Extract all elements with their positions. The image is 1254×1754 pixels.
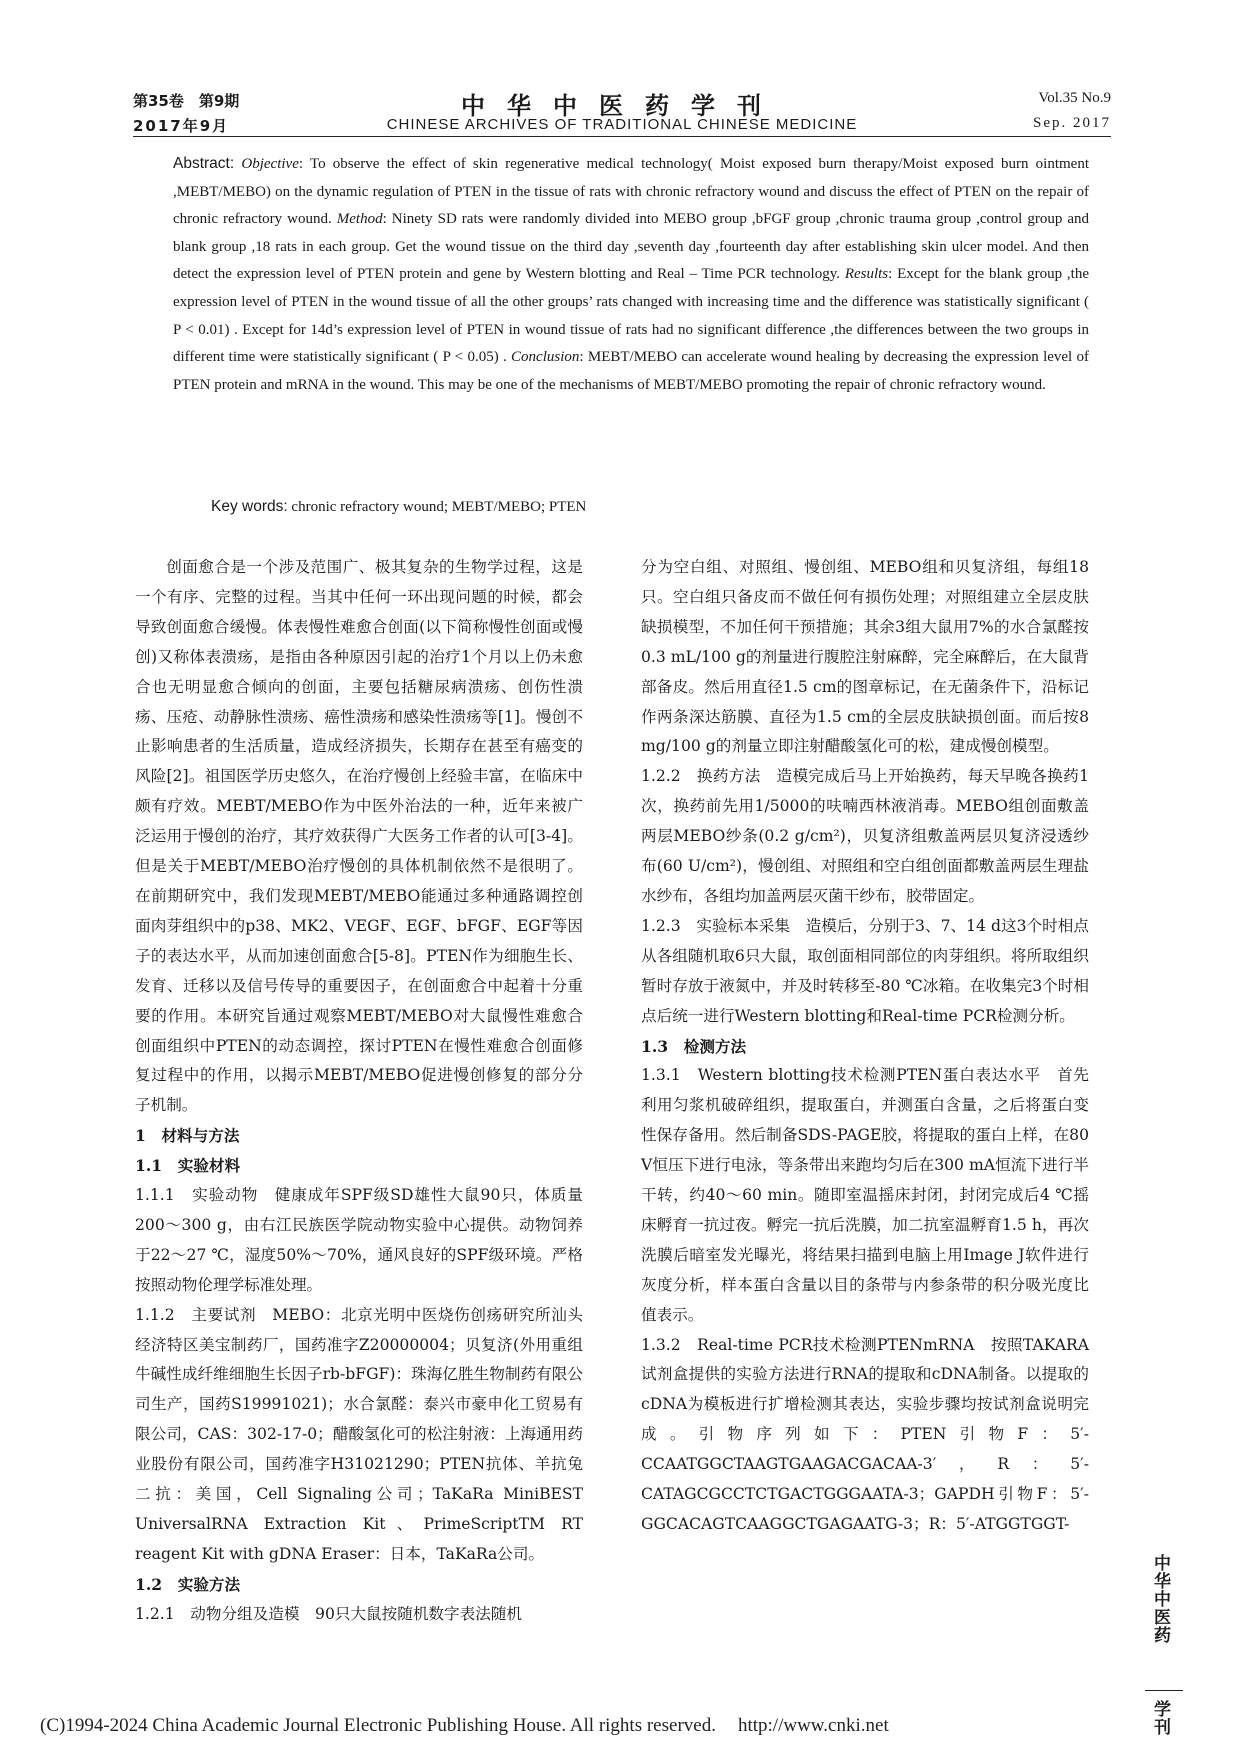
abstract — [173, 150, 1089, 399]
conclusion-text: : MEBT/MEBO can accelerate wound healing by decreasing the expression level of PTEN protein and mRNA in the wound. This may be one of the mechanisms of MEBT/MEBO promoting the repair of chronic refractory wound. — [173, 349, 1090, 393]
paragraph: 创面愈合是一个涉及范围广、极其复杂的生物学过程，这是一个有序、完整的过程。当其中任何一环出现问题的时候，都会导致创面愈合缓慢。体表慢性难愈合创面(以下简称慢性创面或慢创)又称体表溃疡，是指由各种原因引起的治疗1个月以上仍未愈合也无明显愈合倾向的创面，主要包括糖尿病溃疡、创伤性溃疡、压疮、动静脉性溃疡、癌性溃疡和感染性溃疡等[1]。慢创不止影响患者的生活质量，造成经济损失，长期存在甚至有癌变的风险[2]。祖国医学历史悠久，在治疗慢创上经验丰富，在临床中颇有疗效。MEBT/MEBO作为中医外治法的一种，近年来被广泛运用于慢创的治疗，其疗效获得广大医务工作者的认可[3-4]。但是关于MEBT/MEBO治疗慢创的具体机制依然不是很明了。在前期研究中，我们发现MEBT/MEBO能通过多种通路调控创面肉芽组织中的p38、MK2、VEGF、EGF、bFGF、EGF等因子的表达水平，从而加速创面愈合[5-8]。PTEN作为细胞生长、发育、迁移以及信号传导的重要因子，在创面愈合中起着十分重要的作用。本研究旨通过观察MEBT/MEBO对大鼠慢性难愈合创面组织中PTEN的动态调控，探讨PTEN在慢性难愈合创面修复过程中的作用，以揭示MEBT/MEBO促进慢创修复的部分分子机制。 — [135, 558, 583, 1115]
volume-issue: 第35卷 第9期 — [133, 92, 240, 110]
cnki-link[interactable]: http://www.cnki.net — [737, 1715, 889, 1736]
method-text: : Ninety SD rats were randomly divided into MEBO group ,bFGF group ,chronic trauma group ,control group and blank group ,18 rats in each group. Get the wound tissue on the third day ,seventh day ,fourteenth day after establishing skin ulcer model. And then detect the expression level of PTEN protein and gene by Western blotting and Real – Time PCR technology. — [173, 211, 1090, 283]
conclusion-label: Conclusion — [511, 349, 580, 366]
objective-label: Objective — [241, 156, 299, 172]
paragraph: 1.2.3 实验标本采集 造模后，分别于3、7、14 d这3个时相点从各组随机取6只大鼠，取创面相同部位的肉芽组织。将所取组织暂时存放于液氮中，并及时转移至-80 ℃冰箱。在收集完3个时相点后统一进行Western blotting和Real-time PCR检测分析。 — [641, 916, 1089, 1025]
journal-title-cn: 中华中医药学刊 — [461, 92, 783, 120]
objective-text: : To observe the effect of skin regenerative medical technology( Moist exposed burn therapy/Moist exposed burn ointment ,MEBT/MEBO) on the dynamic regulation of PTEN in the tissue of rats with chronic refractory wound and discuss the effect of PTEN on the repair of chronic refractory wound. — [173, 156, 1090, 228]
paragraph: 1.2.1 动物分组及造模 90只大鼠按随机数字表法随机 — [135, 1604, 522, 1623]
paragraph: 1.1.1 实验动物 健康成年SPF级SD雄性大鼠90只，体质量200～300 g，由右江民族医学院动物实验中心提供。动物饲养于22～27 ℃，湿度50%～70%，通风良好的SPF级环境。严格按照动物伦理学标准处理。 — [135, 1186, 583, 1294]
keywords-text: chronic refractory wound; MEBT/MEBO; PTEN — [287, 499, 587, 515]
abstract-label: Abstract: — [173, 155, 235, 172]
volume-number-en: Vol.35 No.9 — [1038, 90, 1111, 106]
side-divider — [1145, 1690, 1183, 1691]
footer — [40, 1715, 889, 1737]
keywords-label: Key words: — [211, 498, 288, 515]
journal-title-en: CHINESE ARCHIVES OF TRADITIONAL CHINESE MEDICINE — [386, 116, 858, 133]
right-column — [641, 553, 1089, 1540]
side-label-bottom: 学刊 — [1150, 1700, 1170, 1736]
section-heading: 1.1 实验材料 — [135, 1156, 241, 1176]
paragraph: 1.1.2 主要试剂 MEBO：北京光明中医烧伤创疡研究所汕头经济特区美宝制药厂，国药准字Z20000004；贝复济(外用重组牛碱性成纤维细胞生长因子rb-bFGF)：珠海亿胜生物制药有限公司生产，国药S19991021)；水合氯醛：泰兴市豪申化工贸易有限公司，CAS：302-17-0；醋酸氢化可的松注射液：上海通用药业股份有限公司，国药准字H31021290；PTEN抗体、羊抗兔二抗：美国，Cell Signaling公司；TaKaRa MiniBEST UniversalRNA Extraction Kit、PrimeScriptTM RT reagent Kit with gDNA Eraser：日本，TaKaRa公司。 — [135, 1305, 583, 1563]
side-label-top: 中华中医药 — [1150, 1554, 1170, 1644]
paragraph: 分为空白组、对照组、慢创组、MEBO组和贝复济组，每组18只。空白组只备皮而不做任何有损伤处理；对照组建立全层皮肤缺损模型，不加任何干预措施；其余3组大鼠用7%的水合氯醛按0.3 mL/100 g的剂量进行腹腔注射麻醉，完全麻醉后，在大鼠背部备皮。然后用直径1.5 cm的图章标记，在无菌条件下，沿标记作两条深达筋膜、直径为1.5 cm的全层皮肤缺损创面。而后按8 mg/100 g的剂量立即注射醋酸氢化可的松，建成慢创模型。 — [641, 558, 1089, 756]
results-label: Results — [844, 266, 889, 283]
date-en: Sep. 2017 — [1033, 115, 1111, 131]
journal-header — [133, 86, 1111, 137]
issue-date: 2017年9月 — [133, 117, 230, 135]
left-column — [135, 553, 583, 1630]
keywords — [211, 498, 586, 516]
paragraph: 1.3.1 Western blotting技术检测PTEN蛋白表达水平 首先利用匀浆机破碎组织，提取蛋白，并测蛋白含量，之后将蛋白变性保存备用。然后制备SDS-PAGE胶，将提取的蛋白上样，在80 V恒压下进行电泳，等条带出来跑均匀后在300 mA恒流下进行半干转，约40～60 min。随即室温摇床封闭，封闭完成后4 ℃摇床孵育一抗过夜。孵完一抗后洗膜，加二抗室温孵育1.5 h，再次洗膜后暗室发光曝光，将结果扫描到电脑上用Image J软件进行灰度分析，样本蛋白含量以目的条带与内参条带的积分吸光度比值表示。 — [641, 1066, 1089, 1324]
section-heading: 1.3 检测方法 — [641, 1036, 747, 1056]
section-heading: 1.2 实验方法 — [135, 1574, 241, 1594]
paragraph: 1.2.2 换药方法 造模完成后马上开始换药，每天早晚各换药1次，换药前先用1/5000的呋喃西林液消毒。MEBO组创面敷盖两层MEBO纱条(0.2 g/cm²)，贝复济组敷盖两层贝复济浸透纱布(60 U/cm²)，慢创组、对照组和空白组创面都敷盖两层生理盐水纱布，各组均加盖两层灭菌干纱布，胶带固定。 — [641, 767, 1089, 905]
section-heading: 1 材料与方法 — [135, 1126, 240, 1146]
method-label: Method — [336, 211, 383, 228]
copyright-text: (C)1994-2024 China Academic Journal Electronic Publishing House. All rights reserved. — [40, 1715, 716, 1736]
paragraph: 1.3.2 Real-time PCR技术检测PTENmRNA 按照TAKARA试剂盒提供的实验方法进行RNA的提取和cDNA制备。以提取的cDNA为模板进行扩增检测其表达，实验步骤均按试剂盒说明完成。引物序列如下：PTEN引物F：5′-CCAATGGCTAAGTGAAGACGACAA-3′，R：5′-CATAGCGCCTCTGACTGGGAATA-3；GAPDH引物F：5′-GGCACAGTCAAGGCTGAGAATG-3；R：5′-ATGGTGGT- — [641, 1335, 1089, 1533]
results-text: : Except for the blank group ,the expression level of PTEN in the wound tissue of all the other groups’ rats changed with increasing time and the difference was statistically significant ( P < 0.01) . Except for 14d’s expression level of PTEN in wound tissue of rats had no significant difference ,the differences between the two groups in different time were statistically significant ( P < 0.05) . — [173, 266, 1089, 366]
